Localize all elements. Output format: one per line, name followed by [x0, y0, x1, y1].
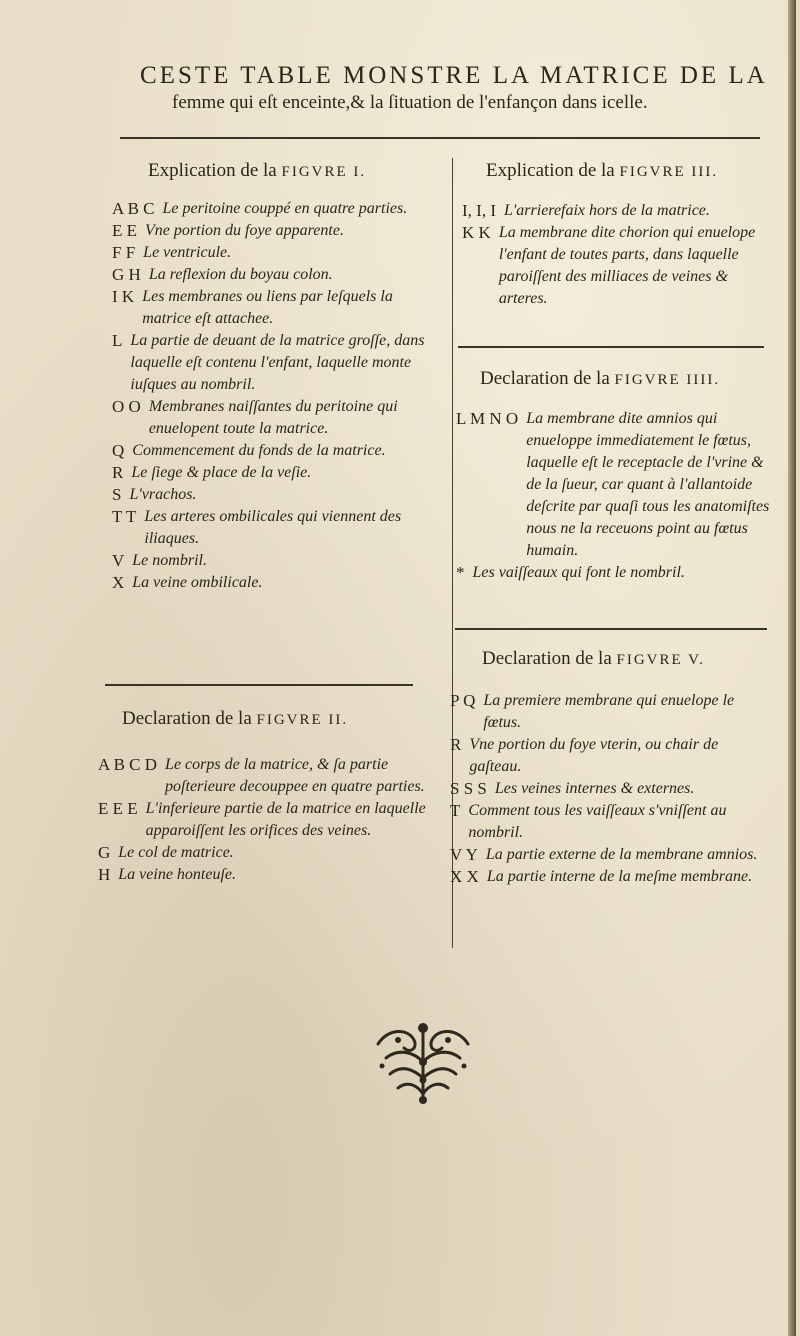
legend-entry [450, 690, 770, 734]
legend-entry [112, 506, 432, 550]
legend-entry [98, 754, 428, 798]
fig1-rule [105, 684, 413, 686]
legend-key: A B C D [98, 755, 158, 774]
legend-description: La veine honteuſe. [118, 866, 237, 883]
fig3-rule [458, 346, 764, 348]
legend-entry [112, 484, 432, 506]
fig1-entry-list [112, 198, 432, 594]
legend-key: I, I, I [462, 201, 496, 220]
legend-key: Q [112, 441, 125, 460]
legend-entry [456, 562, 774, 584]
legend-description: Les membranes ou liens par leſquels la matrice eſt attachee. [142, 288, 393, 327]
page-title: CESTE TABLE MONSTRE LA MATRICE DE LA [140, 62, 768, 89]
legend-description: Le ſiege & place de la veſie. [131, 464, 312, 481]
fig4-rule [455, 628, 767, 630]
legend-description: Comment tous les vaiſſeaux s'vniſſent au nombril. [468, 802, 727, 841]
legend-description: Les arteres ombilicales qui viennent des iliaques. [144, 508, 402, 547]
legend-key: A B C [112, 199, 155, 218]
fig2-heading: Declaration de la FIGVRE II. [122, 708, 349, 729]
legend-description: Le corps de la matrice, & ſa partie poſterieure decouppee en quatre parties. [165, 756, 425, 795]
fig4-entry-list [456, 408, 774, 584]
legend-description: Membranes naiſſantes du peritoine qui enuelopent toute la matrice. [148, 398, 398, 437]
legend-description: Le nombril. [132, 552, 207, 569]
legend-entry [112, 440, 432, 462]
legend-entry [112, 220, 432, 242]
legend-key: V Y [450, 845, 478, 864]
legend-entry [112, 462, 432, 484]
legend-entry [450, 866, 770, 888]
legend-key: G [98, 843, 111, 862]
legend-description: La reflexion du boyau colon. [148, 266, 333, 283]
legend-key: K K [462, 223, 491, 242]
legend-key: O O [112, 397, 141, 416]
legend-entry [450, 734, 770, 778]
legend-entry [462, 222, 772, 310]
legend-entry [112, 264, 432, 286]
legend-entry [450, 778, 770, 800]
legend-description: L'vrachos. [129, 486, 197, 503]
legend-entry [112, 198, 432, 220]
legend-key: T T [112, 507, 137, 526]
legend-description: La partie externe de la membrane amnios. [485, 846, 758, 863]
legend-description: Vne portion du foye apparente. [145, 222, 344, 239]
legend-key: H [98, 865, 111, 884]
legend-key: X [112, 573, 125, 592]
legend-description: Le ventricule. [143, 244, 232, 261]
fig5-heading: Declaration de la FIGVRE V. [482, 648, 705, 669]
legend-entry [450, 844, 770, 866]
legend-description: La premiere membrane qui enuelope le fœtus. [483, 692, 735, 731]
legend-description: Commencement du fonds de la matrice. [132, 442, 386, 459]
legend-entry [112, 572, 432, 594]
legend-entry [98, 864, 428, 886]
legend-description: Les veines internes & externes. [494, 780, 695, 797]
legend-entry [112, 330, 432, 396]
legend-key: R [112, 463, 124, 482]
legend-key: V [112, 551, 125, 570]
legend-description: La membrane dite chorion qui enuelope l'enfant de toutes parts, dans laquelle paroiſſent des milliaces de veines & arteres. [498, 224, 756, 307]
legend-entry [450, 800, 770, 844]
legend-description: L'arrierefaix hors de la matrice. [503, 202, 710, 219]
legend-entry [112, 396, 432, 440]
legend-key: I K [112, 287, 135, 306]
legend-entry [112, 550, 432, 572]
legend-key: G H [112, 265, 141, 284]
legend-entry [112, 286, 432, 330]
legend-entry [456, 408, 774, 562]
legend-key: X X [450, 867, 479, 886]
title-rule [120, 137, 760, 139]
legend-description: La partie de deuant de la matrice groſſe, dans laquelle eſt contenu l'enfant, laquelle monte iuſques au nombril. [130, 332, 425, 393]
legend-entry [462, 200, 772, 222]
fig5-entry-list [450, 690, 770, 888]
fig4-heading: Declaration de la FIGVRE IIII. [480, 368, 721, 389]
legend-description: L'inferieure partie de la matrice en laquelle apparoiſſent les orifices des veines. [145, 800, 426, 839]
legend-description: Le col de matrice. [118, 844, 234, 861]
legend-description: La membrane dite amnios qui enueloppe immediatement le fœtus, laquelle eſt le receptacle de l'vrine & de la ſueur, car quant à l'allantoide deſcrite par quaſi tous les anatomiſtes nous ne la receuons point au fœtus humain. [526, 410, 770, 559]
legend-key: S [112, 485, 122, 504]
legend-entry [112, 242, 432, 264]
legend-key: T [450, 801, 461, 820]
legend-key: E E [112, 221, 138, 240]
fig1-heading: Explication de la FIGVRE I. [148, 160, 367, 181]
page-edge-shadow [788, 0, 796, 1336]
legend-key: L [112, 331, 123, 350]
legend-entry [98, 798, 428, 842]
legend-key: L M N O [456, 409, 519, 428]
legend-description: Les vaiſſeaux qui font le nombril. [472, 564, 685, 581]
legend-description: La partie interne de la meſme membrane. [486, 868, 753, 885]
fig3-heading: Explication de la FIGVRE III. [486, 160, 719, 181]
ornament-icon [368, 1018, 478, 1106]
fig3-entry-list [462, 200, 772, 310]
fig2-entry-list [98, 754, 428, 886]
legend-key: R [450, 735, 462, 754]
legend-description: Vne portion du foye vterin, ou chair de gaſteau. [469, 736, 719, 775]
legend-key: P Q [450, 691, 476, 710]
legend-description: La veine ombilicale. [132, 574, 263, 591]
legend-key: * [456, 563, 465, 582]
legend-key: E E E [98, 799, 138, 818]
legend-key: F F [112, 243, 136, 262]
legend-entry [98, 842, 428, 864]
legend-description: Le peritoine couppé en quatre parties. [162, 200, 408, 217]
legend-key: S S S [450, 779, 487, 798]
page-subtitle: femme qui eſt enceinte,& la ſituation de l'enfançon dans icelle. [172, 92, 648, 113]
